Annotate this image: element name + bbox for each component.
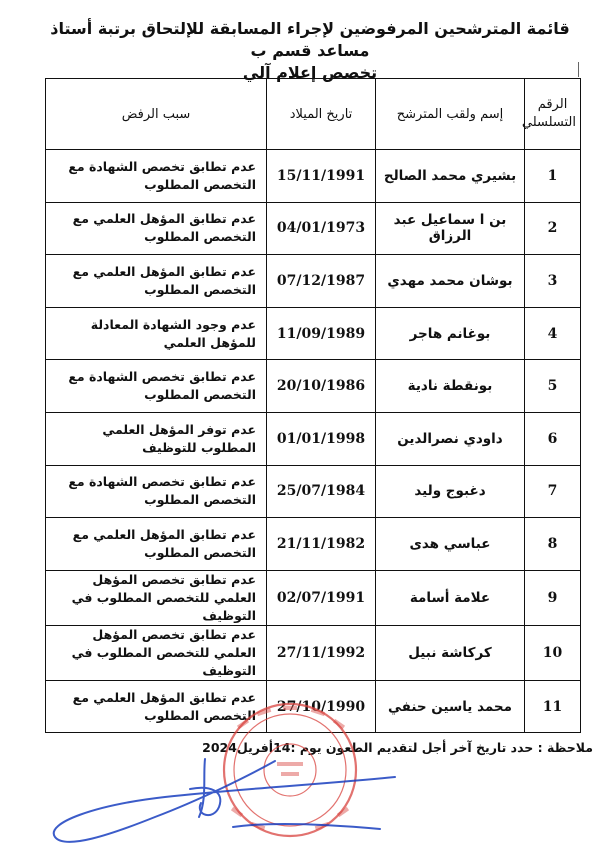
candidate-name: بن ا سماعيل عبد الرزاق: [376, 202, 525, 255]
table-row: [46, 518, 581, 571]
title-line-2: تخصص إعلام آلي: [242, 63, 378, 82]
rejection-reason: عدم تطابق المؤهل العلمي مع التخصص المطلوب: [46, 680, 267, 733]
rejection-reason: عدم تطابق تخصص الشهادة مع التخصص المطلوب: [46, 150, 267, 203]
rejection-reason: عدم وجود الشهادة المعادلة للمؤهل العلمي: [46, 307, 267, 360]
table-row: [46, 625, 581, 680]
row-number: 6: [525, 412, 581, 465]
row-number: 11: [525, 680, 581, 733]
birth-date: 27/11/1992: [267, 625, 376, 680]
table-header-row: [46, 79, 581, 150]
candidate-name: عباسي هدى: [376, 518, 525, 571]
rejection-reason: عدم تطابق المؤهل العلمي مع التخصص المطلوب: [46, 518, 267, 571]
candidate-name: علامة أسامة: [376, 570, 525, 625]
signature: [35, 755, 415, 855]
header-number: [521, 79, 581, 150]
table-row: [46, 465, 581, 518]
table-row: [46, 412, 581, 465]
birth-date: 02/07/1991: [267, 570, 376, 625]
margin-rule: [578, 62, 579, 77]
table-row: [46, 202, 581, 255]
table-row: [46, 307, 581, 360]
candidate-name: بوغانم هاجر: [376, 307, 525, 360]
table-row: [46, 360, 581, 413]
row-number: 3: [525, 255, 581, 308]
header-number-line-2: التسلسلي: [521, 115, 576, 130]
rejected-candidates-table: [45, 78, 581, 733]
candidate-name: كركاشة نبيل: [376, 625, 525, 680]
rejection-reason: عدم تطابق المؤهل العلمي مع التخصص المطلوب: [46, 202, 267, 255]
rejection-reason: عدم تطابق المؤهل العلمي مع التخصص المطلوب: [46, 255, 267, 308]
candidate-name: بونقطة نادية: [376, 360, 525, 413]
table-row: [46, 570, 581, 625]
header-birth-date: تاريخ الميلاد: [267, 79, 376, 150]
rejection-reason: عدم تطابق تخصص الشهادة مع التخصص المطلوب: [46, 360, 267, 413]
birth-date: 21/11/1982: [267, 518, 376, 571]
header-number-line-1: الرقم: [537, 97, 568, 112]
birth-date: 01/01/1998: [267, 412, 376, 465]
row-number: 7: [525, 465, 581, 518]
rejection-reason: عدم تطابق تخصص المؤهل العلمي للتخصص المطلوب في التوظيف: [46, 570, 267, 625]
deadline-note: ملاحظة : حدد تاريخ آخر أجل لتقديم الطعون يوم :14أفريل2024: [202, 740, 593, 755]
birth-date: 27/10/1990: [267, 680, 376, 733]
row-number: 4: [525, 307, 581, 360]
table-row: [46, 255, 581, 308]
birth-date: 25/07/1984: [267, 465, 376, 518]
row-number: 1: [525, 150, 581, 203]
candidate-name: محمد ياسين حنفي: [376, 680, 525, 733]
birth-date: 15/11/1991: [267, 150, 376, 203]
candidate-name: بوشان محمد مهدي: [376, 255, 525, 308]
title-line-1: قائمة المترشحين المرفوضين لإجراء المسابقة للإلتحاق برتبة أستاذ مساعد قسم ب: [50, 19, 570, 60]
candidate-name: دغبوج وليد: [376, 465, 525, 518]
birth-date: 04/01/1973: [267, 202, 376, 255]
candidate-name: داودي نصرالدين: [376, 412, 525, 465]
rejection-reason: عدم تطابق تخصص الشهادة مع التخصص المطلوب: [46, 465, 267, 518]
document-title: [30, 18, 590, 84]
rejection-reason: عدم تطابق تخصص المؤهل العلمي للتخصص المطلوب في التوظيف: [46, 625, 267, 680]
row-number: 9: [525, 570, 581, 625]
birth-date: 11/09/1989: [267, 307, 376, 360]
birth-date: 07/12/1987: [267, 255, 376, 308]
row-number: 5: [525, 360, 581, 413]
table-row: [46, 150, 581, 203]
birth-date: 20/10/1986: [267, 360, 376, 413]
row-number: 2: [525, 202, 581, 255]
candidate-name: بشيري محمد الصالح: [376, 150, 525, 203]
row-number: 8: [525, 518, 581, 571]
header-name: إسم ولقب المترشح: [376, 79, 525, 150]
rejection-reason: عدم توفر المؤهل العلمي المطلوب للتوظيف: [46, 412, 267, 465]
row-number: 10: [525, 625, 581, 680]
header-reason: سبب الرفض: [46, 79, 267, 150]
